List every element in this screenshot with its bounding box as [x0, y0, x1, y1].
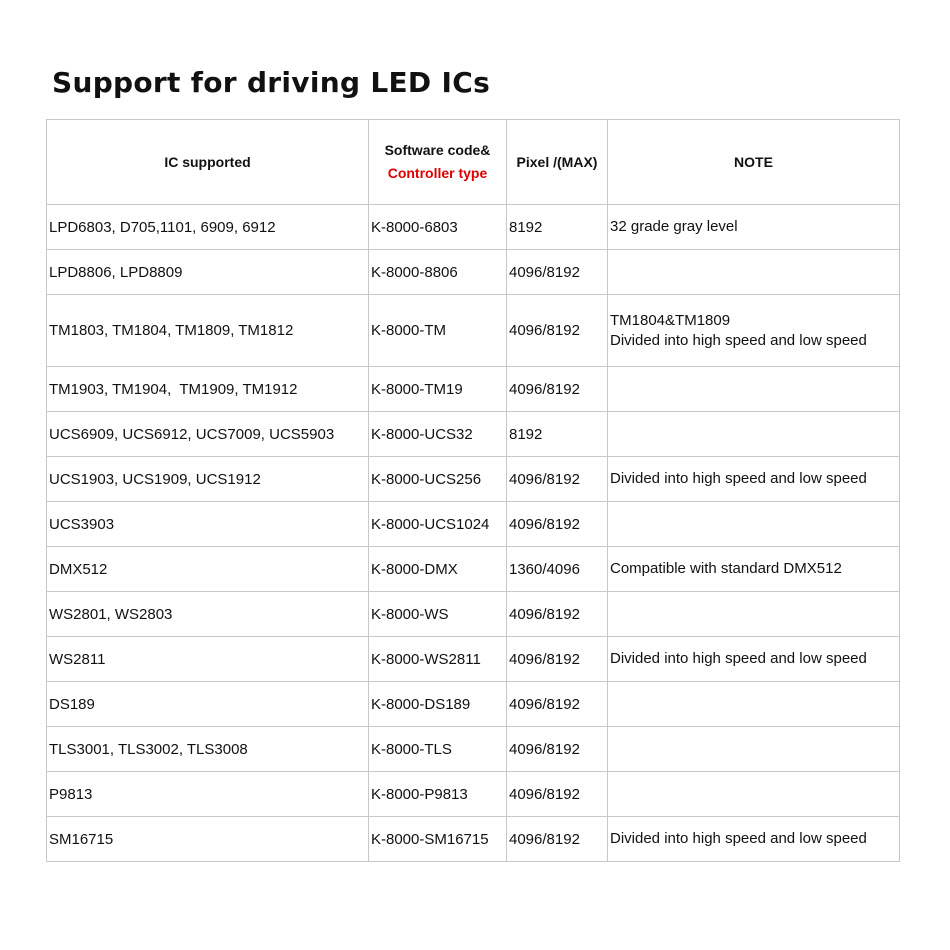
- cell-ic: [47, 772, 369, 817]
- table-row: [47, 592, 900, 637]
- table-row: [47, 727, 900, 772]
- table-row: [47, 367, 900, 412]
- cell-ic: [47, 205, 369, 250]
- cell-pixel: [507, 457, 608, 502]
- cell-pixel: [507, 367, 608, 412]
- header-ic-supported: IC supported: [47, 120, 369, 205]
- cell-code: [369, 502, 507, 547]
- table-row: [47, 772, 900, 817]
- cell-ic-text: TM1803, TM1804, TM1809, TM1812: [49, 322, 294, 339]
- cell-pixel: [507, 727, 608, 772]
- cell-ic-text: DMX512: [49, 560, 108, 578]
- cell-ic-text: LPD6803, D705,1101, 6909, 6912: [49, 218, 276, 236]
- cell-code-text: K-8000-WS: [371, 605, 449, 623]
- table-row: [47, 412, 900, 457]
- cell-ic-text: TLS3001, TLS3002, TLS3008: [49, 740, 248, 758]
- cell-note: [608, 412, 900, 457]
- cell-ic-text: WS2811: [49, 650, 106, 668]
- table-row: [47, 295, 900, 367]
- cell-ic-text: UCS6909, UCS6912, UCS7009, UCS5903: [49, 425, 335, 443]
- table-row: [47, 457, 900, 502]
- cell-ic: [47, 295, 369, 367]
- cell-code: [369, 295, 507, 367]
- cell-note-line1: Divided into high speed and low speed: [610, 830, 867, 847]
- cell-pixel-text: 4096/8192: [509, 785, 580, 803]
- cell-code: [369, 457, 507, 502]
- cell-note: [608, 727, 900, 772]
- table-row: [47, 502, 900, 547]
- cell-note: [608, 367, 900, 412]
- cell-pixel-text: 4096/8192: [509, 322, 580, 339]
- cell-pixel: [507, 412, 608, 457]
- cell-note-line1: Divided into high speed and low speed: [610, 470, 867, 487]
- cell-code: [369, 547, 507, 592]
- cell-code: [369, 367, 507, 412]
- cell-note: [608, 817, 900, 862]
- cell-ic-text: WS2801, WS2803: [49, 605, 173, 623]
- cell-pixel-text: 4096/8192: [509, 830, 580, 848]
- cell-ic: [47, 817, 369, 862]
- table-header: [47, 120, 900, 205]
- cell-code: [369, 682, 507, 727]
- cell-note: [608, 457, 900, 502]
- cell-ic-text: LPD8806, LPD8809: [49, 263, 183, 281]
- cell-pixel-text: 4096/8192: [509, 515, 580, 533]
- table-row: [47, 637, 900, 682]
- cell-code: [369, 412, 507, 457]
- cell-ic: [47, 592, 369, 637]
- cell-pixel-text: 1360/4096: [509, 560, 580, 578]
- cell-pixel: [507, 637, 608, 682]
- cell-note-line1: 32 grade gray level: [610, 218, 738, 235]
- cell-ic-text: TM1903, TM1904, TM1909, TM1912: [49, 380, 298, 398]
- cell-note-line1: Divided into high speed and low speed: [610, 650, 867, 667]
- cell-note: [608, 502, 900, 547]
- cell-pixel-text: 8192: [509, 425, 543, 443]
- cell-note: [608, 682, 900, 727]
- cell-note: [608, 592, 900, 637]
- cell-pixel: [507, 817, 608, 862]
- cell-note: [608, 250, 900, 295]
- cell-pixel-text: 4096/8192: [509, 605, 580, 623]
- cell-note: [608, 205, 900, 250]
- cell-ic-text: SM16715: [49, 830, 114, 848]
- table-row: [47, 817, 900, 862]
- cell-note: [608, 637, 900, 682]
- table-row: [47, 547, 900, 592]
- cell-ic: [47, 547, 369, 592]
- header-pixel-max: Pixel /(MAX): [507, 120, 608, 205]
- cell-code-text: K-8000-UCS32: [371, 425, 473, 443]
- cell-code-text: K-8000-DS189: [371, 695, 471, 713]
- cell-note-line2: Divided into high speed and low speed: [610, 331, 867, 349]
- cell-code-text: K-8000-6803: [371, 218, 458, 236]
- cell-pixel: [507, 592, 608, 637]
- table-row: [47, 682, 900, 727]
- cell-code-text: K-8000-TM19: [371, 380, 463, 398]
- header-software-code: [369, 120, 507, 205]
- cell-ic: [47, 457, 369, 502]
- cell-ic-text: DS189: [49, 695, 95, 713]
- cell-note-line1: TM1804&TM1809: [610, 311, 731, 329]
- cell-pixel-text: 4096/8192: [509, 470, 580, 488]
- header-controller-type: Controller type: [387, 165, 488, 181]
- cell-pixel: [507, 547, 608, 592]
- cell-code: [369, 772, 507, 817]
- cell-code-text: K-8000-8806: [371, 263, 458, 281]
- cell-note: [608, 547, 900, 592]
- cell-ic: [47, 502, 369, 547]
- table-row: [47, 205, 900, 250]
- cell-code: [369, 592, 507, 637]
- cell-code: [369, 250, 507, 295]
- header-row: [47, 120, 900, 205]
- cell-pixel-text: 4096/8192: [509, 650, 580, 668]
- table-row: [47, 250, 900, 295]
- cell-ic: [47, 367, 369, 412]
- header-note: NOTE: [608, 120, 900, 205]
- cell-code-text: K-8000-DMX: [371, 560, 458, 578]
- cell-code-text: K-8000-SM16715: [371, 830, 489, 848]
- cell-ic-text: UCS3903: [49, 515, 115, 533]
- cell-code: [369, 205, 507, 250]
- table-body: [47, 205, 900, 862]
- cell-code: [369, 817, 507, 862]
- cell-code-text: K-8000-WS2811: [371, 650, 481, 668]
- cell-code-text: K-8000-TM: [371, 322, 447, 339]
- cell-ic: [47, 412, 369, 457]
- cell-ic-text: UCS1903, UCS1909, UCS1912: [49, 470, 261, 488]
- header-software-code-line1: Software code&: [384, 142, 491, 158]
- cell-pixel: [507, 250, 608, 295]
- cell-pixel: [507, 502, 608, 547]
- cell-pixel-text: 4096/8192: [509, 380, 580, 398]
- cell-code-text: K-8000-UCS1024: [371, 515, 490, 533]
- cell-code-text: K-8000-UCS256: [371, 470, 482, 488]
- cell-pixel-text: 4096/8192: [509, 740, 580, 758]
- cell-ic: [47, 682, 369, 727]
- cell-code-text: K-8000-TLS: [371, 740, 452, 758]
- page-title: Support for driving LED ICs: [52, 66, 491, 99]
- cell-pixel: [507, 205, 608, 250]
- cell-ic: [47, 637, 369, 682]
- cell-note-line1: Compatible with standard DMX512: [610, 560, 842, 577]
- cell-note: [608, 772, 900, 817]
- cell-ic: [47, 250, 369, 295]
- cell-ic-text: P9813: [49, 785, 93, 803]
- cell-pixel: [507, 295, 608, 367]
- ic-support-table: [46, 119, 900, 862]
- cell-ic: [47, 727, 369, 772]
- cell-code: [369, 637, 507, 682]
- cell-code-text: K-8000-P9813: [371, 785, 468, 803]
- cell-pixel: [507, 682, 608, 727]
- cell-pixel-text: 4096/8192: [509, 695, 580, 713]
- cell-pixel: [507, 772, 608, 817]
- cell-pixel-text: 8192: [509, 218, 543, 236]
- cell-pixel-text: 4096/8192: [509, 263, 580, 281]
- cell-code: [369, 727, 507, 772]
- cell-note: [608, 295, 900, 367]
